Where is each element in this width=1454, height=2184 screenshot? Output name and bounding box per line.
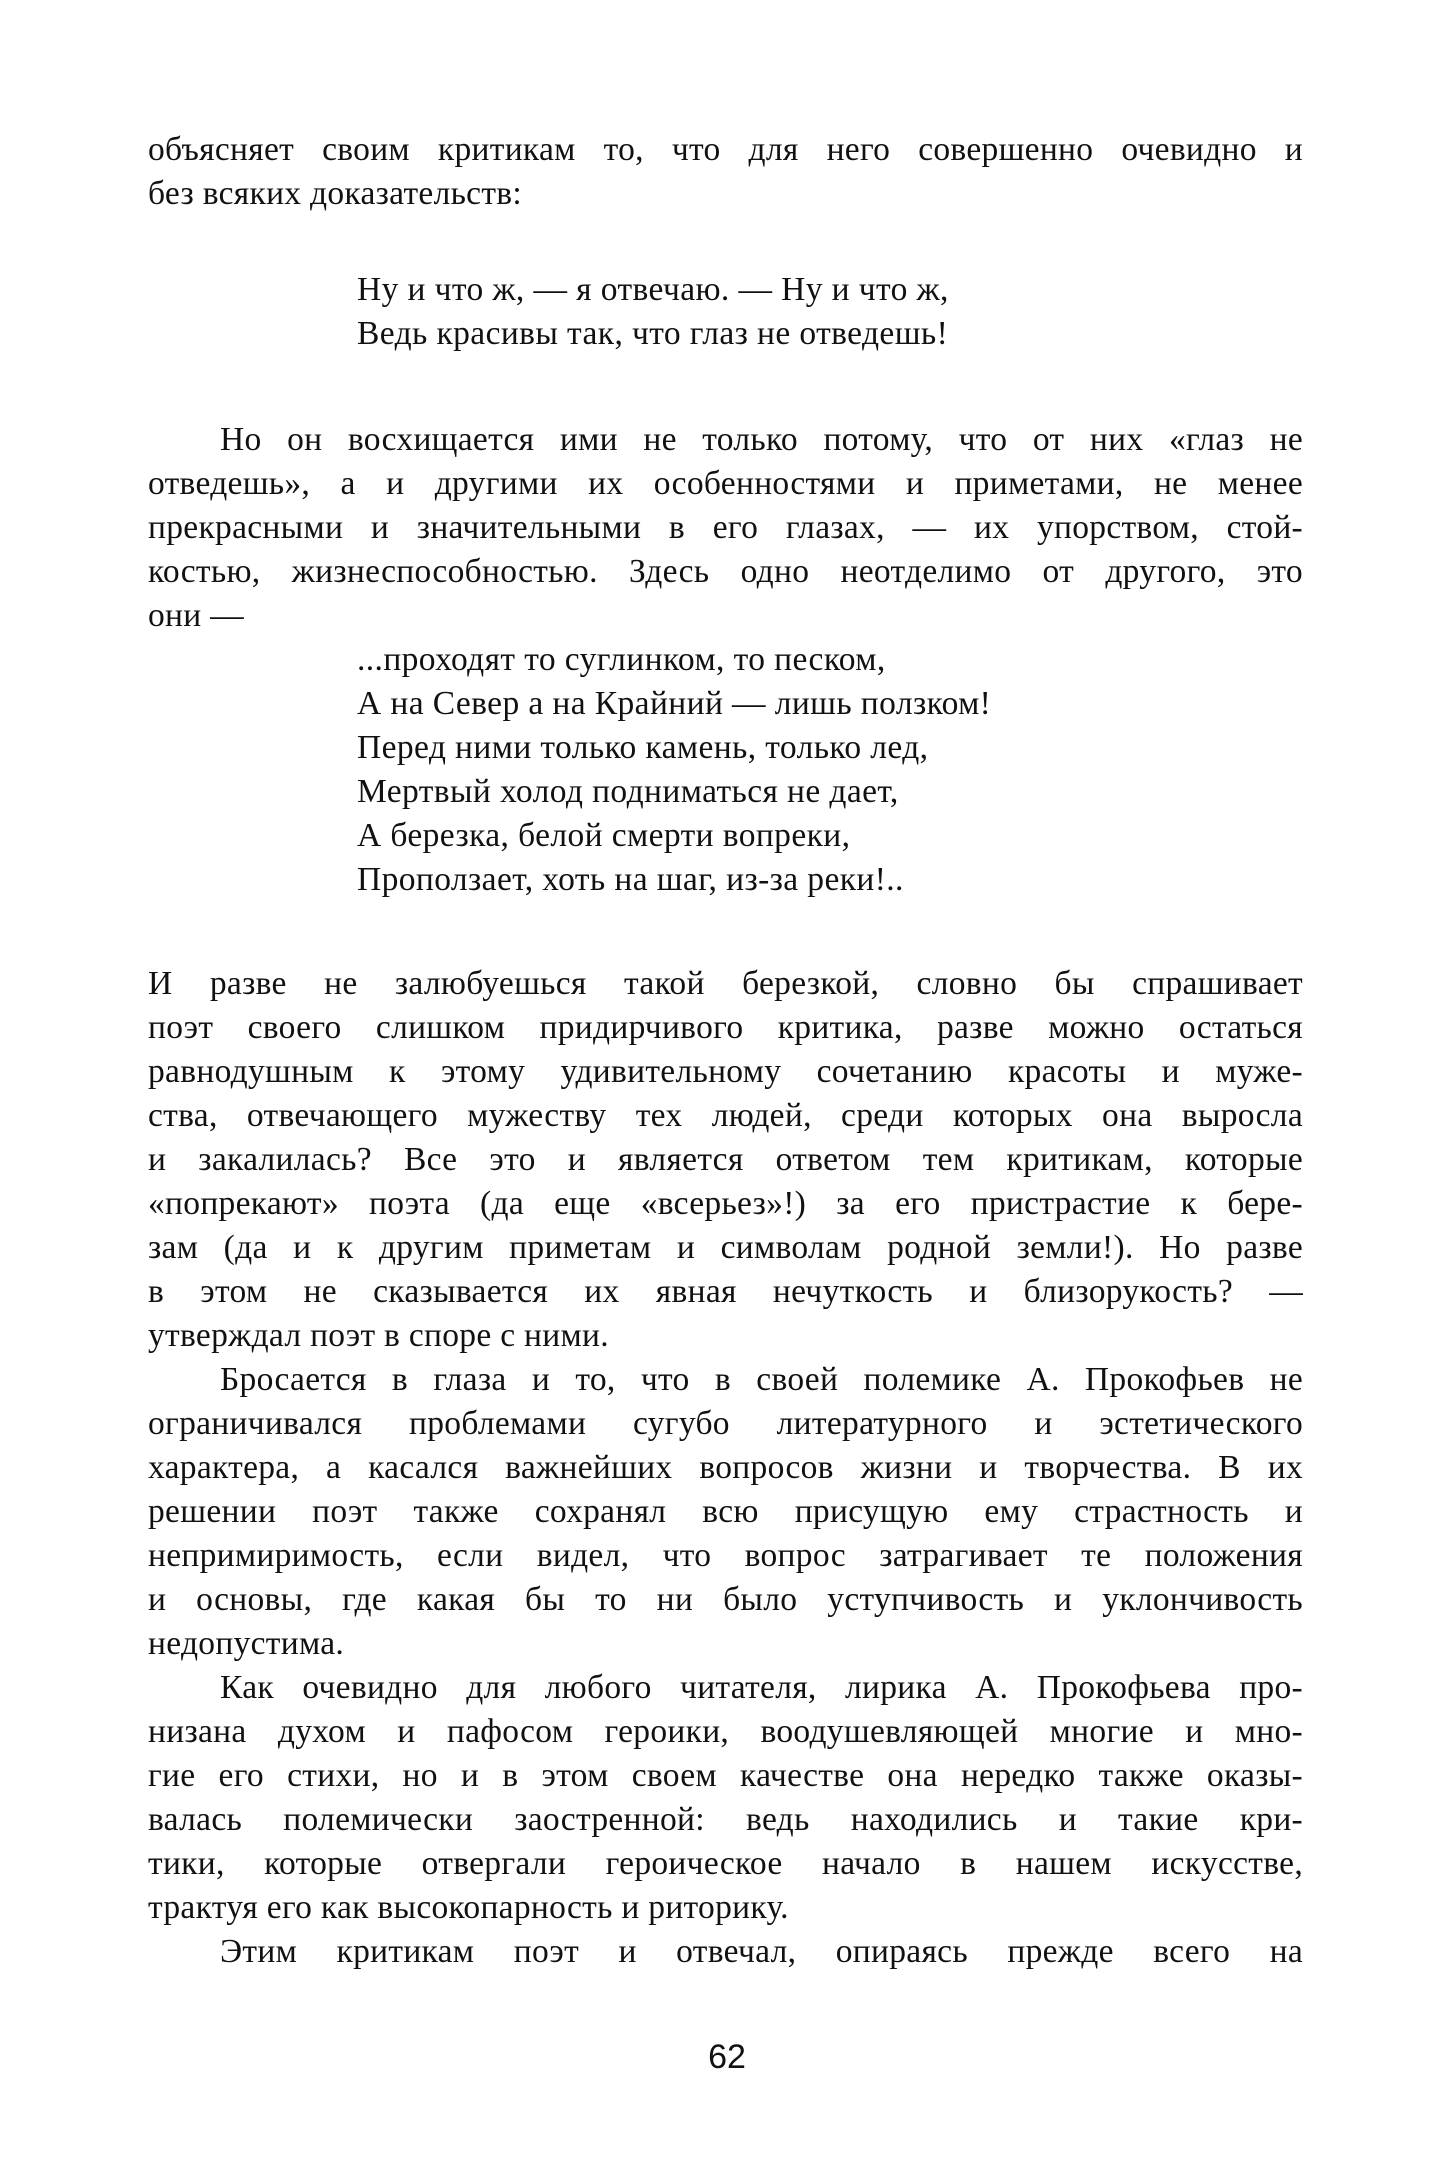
text-line: отведешь», а и другими их особенностями и приметами, не менее — [148, 465, 1303, 502]
text-line: без всяких доказательств: — [148, 175, 523, 212]
text-line: И разве не залюбуешься такой березкой, словно бы спрашивает — [148, 965, 1303, 1002]
text-line: непримиримость, если видел, что вопрос затрагивает те положения — [148, 1537, 1303, 1574]
text-line: решении поэт также сохранял всю присущую ему страстность и — [148, 1493, 1303, 1530]
text-line: трактуя его как высокопарность и риторику. — [148, 1889, 789, 1926]
text-line: в этом не сказывается их явная нечуткость и близорукость? — — [148, 1273, 1303, 1310]
text-line: характера, а касался важнейших вопросов жизни и творчества. В их — [148, 1449, 1303, 1486]
text-line: валась полемически заостренной: ведь находились и такие кри- — [148, 1801, 1303, 1838]
verse-line: Перед ними только камень, только лед, — [357, 729, 929, 766]
paragraph-6 — [148, 1930, 1303, 1974]
verse-quote-1 — [357, 268, 949, 356]
verse-line: Мертвый холод подниматься не дает, — [357, 773, 899, 810]
paragraph-4 — [148, 1358, 1303, 1666]
text-line: утверждал поэт в споре с ними. — [148, 1317, 609, 1354]
text-line: гие его стихи, но и в этом своем качестве она нередко также оказы- — [148, 1757, 1303, 1794]
text-line: ограничивался проблемами сугубо литературного и эстетического — [148, 1405, 1303, 1442]
text-line: недопустима. — [148, 1625, 345, 1662]
page-number: 62 — [708, 2038, 746, 2076]
verse-line: Проползает, хоть на шаг, из-за реки!.. — [357, 861, 904, 898]
text-line: Но он восхищается ими не только потому, что от них «глаз не — [220, 421, 1303, 458]
text-line: поэт своего слишком придирчивого критика, разве можно остаться — [148, 1009, 1303, 1046]
paragraph-5 — [148, 1666, 1303, 1930]
text-line: «попрекают» поэта (да еще «всерьез»!) за его пристрастие к бере- — [148, 1185, 1303, 1222]
paragraph-2 — [148, 418, 1303, 638]
text-line: ства, отвечающего мужеству тех людей, среди которых она выросла — [148, 1097, 1303, 1134]
verse-line: Ну и что ж, — я отвечаю. — Ну и что ж, — [357, 271, 949, 308]
text-line: костью, жизнеспособностью. Здесь одно неотделимо от другого, это — [148, 553, 1303, 590]
text-line: они — — [148, 597, 244, 634]
text-line: Этим критикам поэт и отвечал, опираясь прежде всего на — [220, 1933, 1303, 1970]
text-line: равнодушным к этому удивительному сочетанию красоты и муже- — [148, 1053, 1303, 1090]
verse-line: Ведь красивы так, что глаз не отведешь! — [357, 315, 949, 352]
text-line: объясняет своим критикам то, что для него совершенно очевидно и — [148, 131, 1303, 168]
text-line: Как очевидно для любого читателя, лирика А. Прокофьева про- — [220, 1669, 1303, 1706]
paragraph-1 — [148, 128, 1303, 216]
verse-line: А березка, белой смерти вопреки, — [357, 817, 851, 854]
verse-quote-2 — [357, 638, 991, 902]
text-line: Бросается в глаза и то, что в своей полемике А. Прокофьев не — [220, 1361, 1303, 1398]
text-line: прекрасными и значительными в его глазах, — их упорством, стой- — [148, 509, 1303, 546]
text-line: и основы, где какая бы то ни было уступчивость и уклончивость — [148, 1581, 1303, 1618]
text-line: тики, которые отвергали героическое начало в нашем искусстве, — [148, 1845, 1303, 1882]
paragraph-3 — [148, 962, 1303, 1358]
verse-line: ...проходят то суглинком, то песком, — [357, 641, 886, 678]
text-line: низана духом и пафосом героики, воодушевляющей многие и мно- — [148, 1713, 1303, 1750]
verse-line: А на Север а на Крайний — лишь ползком! — [357, 685, 992, 722]
text-line: зам (да и к другим приметам и символам родной земли!). Но разве — [148, 1229, 1303, 1266]
text-line: и закалилась? Все это и является ответом тем критикам, которые — [148, 1141, 1303, 1178]
